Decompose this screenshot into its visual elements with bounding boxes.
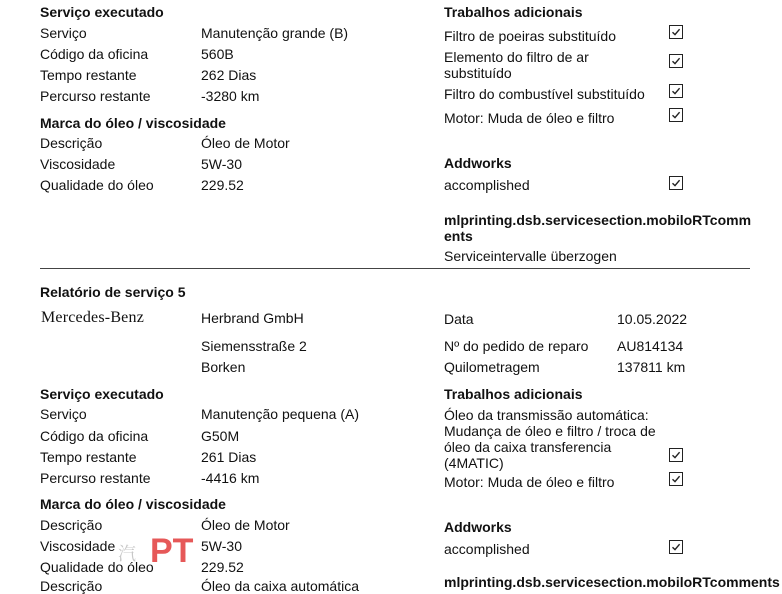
oil-value: Óleo de Motor [201,135,290,151]
row-label: Serviço [40,25,87,41]
checkbox-checked-icon[interactable] [669,25,683,39]
checkbox-checked-icon[interactable] [669,108,683,122]
row-value: Manutenção grande (B) [201,25,349,41]
checkbox-checked-icon[interactable] [669,472,683,486]
checkbox-checked-icon[interactable] [669,54,683,68]
work-item: Filtro de poeiras substituído [444,28,616,44]
mileage-label: Quilometragem [444,359,540,375]
work-item: Elemento do filtro de ar substituído [444,49,589,81]
work-item: Motor: Muda de óleo e filtro [444,474,615,490]
dealer-street: Siemensstraße 2 [201,338,307,354]
order-value: AU814134 [617,338,684,354]
row-value: 262 Dias [201,67,257,83]
oil-label: Qualidade do óleo [40,177,154,193]
row-label: Código da oficina [40,46,149,62]
section-title-addworks: Addworks [444,155,512,171]
row-value: 560B [201,46,234,62]
section-title-servico: Serviço executado [40,4,164,20]
oil-label: Descrição [40,578,103,594]
work-item: Motor: Muda de óleo e filtro [444,110,615,126]
row-label: Tempo restante [40,449,137,465]
work-item: Filtro do combustível substituído [444,86,645,102]
comments-title: mlprinting.dsb.servicesection.mobiloRTcomments [444,212,752,244]
oil-label: Qualidade do óleo [40,559,154,575]
watermark-logo: PT [150,532,194,570]
mileage-value: 137811 km [617,359,686,375]
row-label: Tempo restante [40,67,137,83]
oil-label: Descrição [40,135,103,151]
row-label: Código da oficina [40,428,149,444]
row-value: 261 Dias [201,449,257,465]
date-label: Data [444,311,474,327]
order-label: Nº do pedido de reparo [444,338,589,354]
section-title-oleo: Marca do óleo / viscosidade [40,496,226,512]
section-title-servico: Serviço executado [40,386,164,402]
dealer-city: Borken [201,359,246,375]
oil-label: Viscosidade [40,538,116,554]
row-label: Percurso restante [40,470,151,486]
dealer-name: Herbrand GmbH [201,310,304,326]
oil-value: 5W-30 [201,156,242,172]
oil-value: 229.52 [201,177,244,193]
row-value: -4416 km [201,470,260,486]
brand-logo-text: Mercedes-Benz [41,309,144,326]
section-title-oleo: Marca do óleo / viscosidade [40,115,226,131]
watermark-prefix: 汽 [118,544,136,564]
section-title-trabalhos: Trabalhos adicionais [444,386,583,402]
addworks-item: accomplished [444,541,530,557]
oil-value: 5W-30 [201,538,242,554]
comments-title: mlprinting.dsb.servicesection.mobiloRTcomments [444,574,780,590]
oil-value: 229.52 [201,559,244,575]
section-title-addworks: Addworks [444,519,512,535]
work-item: Óleo da transmissão automática: Mudança de óleo e filtro / troca de óleo da caixa transferencia (4MATIC) [444,407,656,471]
checkbox-checked-icon[interactable] [669,176,683,190]
checkbox-checked-icon[interactable] [669,448,683,462]
addworks-item: accomplished [444,177,530,193]
checkbox-checked-icon[interactable] [669,540,683,554]
row-value: G50M [201,428,240,444]
row-label: Percurso restante [40,88,151,104]
row-value: -3280 km [201,88,260,104]
section-divider [40,268,750,269]
row-value: Manutenção pequena (A) [201,406,359,422]
date-value: 10.05.2022 [617,311,688,327]
row-label: Serviço [40,406,87,422]
oil-value: Óleo da caixa automática [201,578,359,594]
oil-label: Viscosidade [40,156,116,172]
oil-value: Óleo de Motor [201,517,290,533]
section-title-trabalhos: Trabalhos adicionais [444,4,583,20]
comments-text: Serviceintervalle überzogen [444,248,617,264]
checkbox-checked-icon[interactable] [669,84,683,98]
oil-label: Descrição [40,517,103,533]
report-title: Relatório de serviço 5 [40,284,186,300]
